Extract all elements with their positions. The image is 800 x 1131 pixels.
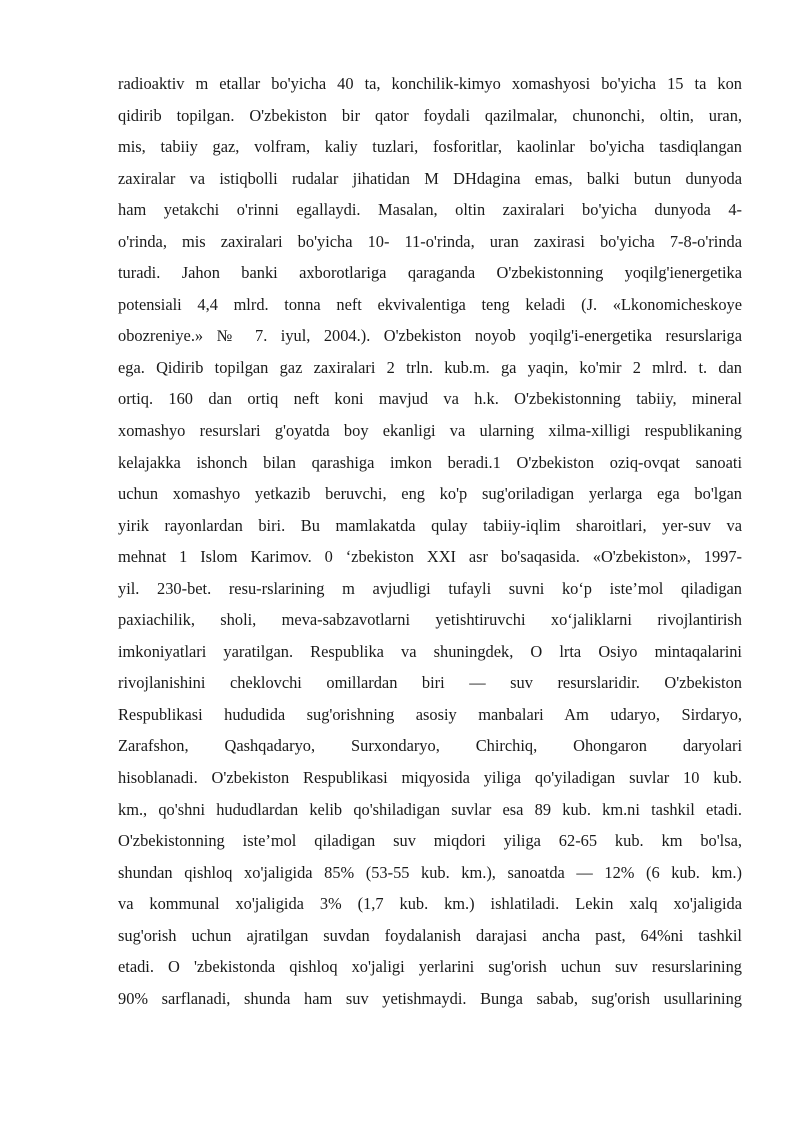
text-line: va kommunal xo'jaligida 3% (1,7 kub. km.) ishlatiladi. Lekin xalq xo'jaligida xyxy=(118,894,742,914)
document-page xyxy=(118,68,742,1014)
text-line: hisoblanadi. O'zbekiston Respublikasi miqyosida yiliga qo'yiladigan suvlar 10 kub. xyxy=(118,768,742,788)
text-line: zaxiralar va istiqbolli rudalar jihatidan M DHdagina emas, balki butun dunyoda xyxy=(118,168,742,188)
text-line: rivojlanishini cheklovchi omillardan biri — suv resurslaridir. O'zbekiston xyxy=(118,673,742,693)
text-line: paxiachilik, sholi, meva-sabzavotlarni yetishtiruvchi xo‘jaliklarni rivojlantirish xyxy=(118,610,742,630)
text-line: ega. Qidirib topilgan gaz zaxiralari 2 trln. kub.m. ga yaqin, ko'mir 2 mlrd. t. dan xyxy=(118,357,742,377)
text-line: Respublikasi hududida sug'orishning asosiy manbalari Am udaryo, Sirdaryo, xyxy=(118,704,742,724)
text-line: imkoniyatlari yaratilgan. Respublika va shuningdek, O lrta Osiyo mintaqalarini xyxy=(118,641,742,661)
text-line: mehnat 1 Islom Karimov. 0 ‘zbekiston XXI asr bo'saqasida. «O'zbekiston», 1997- xyxy=(118,547,742,567)
text-line: ortiq. 160 dan ortiq neft koni mavjud va h.k. O'zbekistonning tabiiy, mineral xyxy=(118,389,742,409)
text-line: o'rinda, mis zaxiralari bo'yicha 10- 11-o'rinda, uran zaxirasi bo'yicha 7-8-o'rinda xyxy=(118,231,742,251)
text-line: 90% sarflanadi, shunda ham suv yetishmaydi. Bunga sabab, sug'orish usullarining xyxy=(118,988,742,1008)
text-line: yil. 230-bet. resu-rslarining m avjudligi tufayli suvni ko‘p iste’mol qiladigan xyxy=(118,578,742,598)
text-line: sug'orish uchun ajratilgan suvdan foydalanish darajasi ancha past, 64%ni tashkil xyxy=(118,925,742,945)
body-paragraph xyxy=(118,68,742,1014)
text-line: kelajakka ishonch bilan qarashiga imkon beradi.1 O'zbekiston oziq-ovqat sanoati xyxy=(118,452,742,472)
text-line: turadi. Jahon banki axborotlariga qaraganda O'zbekistonning yoqilg'ienergetika xyxy=(118,263,742,283)
text-line: Zarafshon, Qashqadaryo, Surxondaryo, Chirchiq, Ohongaron daryolari xyxy=(118,736,742,756)
text-line: qidirib topilgan. O'zbekiston bir qator foydali qazilmalar, chunonchi, oltin, uran, xyxy=(118,105,742,125)
text-line: etadi. O 'zbekistonda qishloq xo'jaligi yerlarini sug'orish uchun suv resurslarining xyxy=(118,957,742,977)
text-line: radioaktiv m etallar bo'yicha 40 ta, konchilik-kimyo xomashyosi bo'yicha 15 ta kon xyxy=(118,74,742,93)
text-line: O'zbekistonning iste’mol qiladigan suv miqdori yiliga 62-65 kub. km bo'lsa, xyxy=(118,831,742,851)
text-line: yirik rayonlardan biri. Bu mamlakatda qulay tabiiy-iqlim sharoitlari, yer-suv va xyxy=(118,515,742,535)
text-line: mis, tabiiy gaz, volfram, kaliy tuzlari, fosforitlar, kaolinlar bo'yicha tasdiqlangan xyxy=(118,137,742,157)
text-line: uchun xomashyo yetkazib beruvchi, eng ko'p sug'oriladigan yerlarga ega bo'lgan xyxy=(118,484,742,504)
text-line: km., qo'shni hududlardan kelib qo'shiladigan suvlar esa 89 kub. km.ni tashkil etadi. xyxy=(118,799,742,819)
text-line: obozreniye.» № 7. iyul, 2004.). O'zbekiston noyob yoqilg'i-energetika resurslariga xyxy=(118,326,742,346)
text-line: xomashyo resurslari g'oyatda boy ekanligi va ularning xilma-xilligi respublikaning xyxy=(118,421,742,441)
text-line: ham yetakchi o'rinni egallaydi. Masalan, oltin zaxiralari bo'yicha dunyoda 4- xyxy=(118,200,742,220)
text-line: potensiali 4,4 mlrd. tonna neft ekvivalentiga teng keladi (J. «Lkonomicheskoye xyxy=(118,294,742,314)
text-line: shundan qishloq xo'jaligida 85% (53-55 kub. km.), sanoatda — 12% (6 kub. km.) xyxy=(118,862,742,882)
